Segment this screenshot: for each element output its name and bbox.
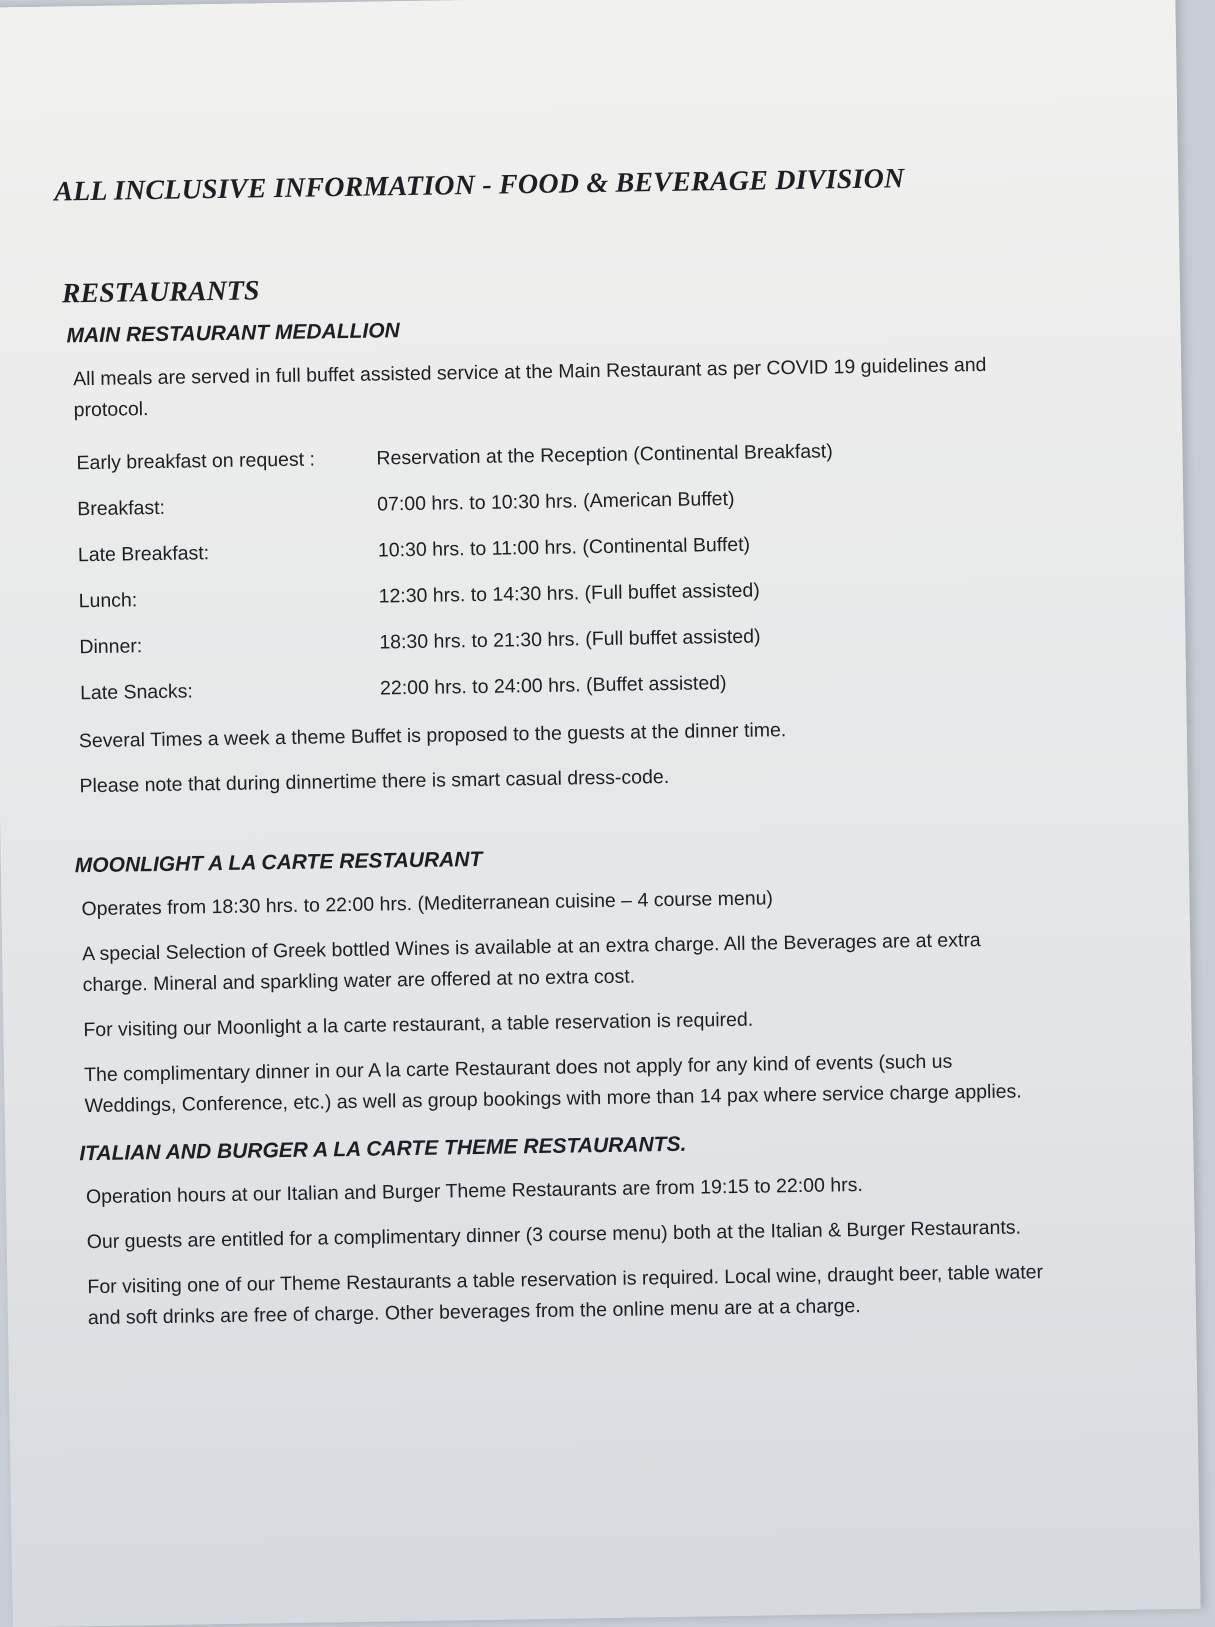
heading-main-restaurant: MAIN RESTAURANT MEDALLION — [66, 319, 400, 348]
meal-schedule — [76, 425, 1062, 716]
schedule-label: Early breakfast on request : — [76, 447, 316, 474]
heading-theme-restaurants: ITALIAN AND BURGER A LA CARTE THEME RESTAURANTS. — [79, 1132, 687, 1166]
main-restaurant-intro: All meals are served in full buffet assisted service at the Main Restaurant as per COVID 19 guidelines and protocol. — [73, 353, 987, 422]
schedule-value: 10:30 hrs. to 11:00 hrs. (Continental Buffet) — [377, 533, 751, 561]
heading-moonlight-restaurant: MOONLIGHT A LA CARTE RESTAURANT — [74, 847, 483, 878]
schedule-value: 18:30 hrs. to 21:30 hrs. (Full buffet assisted) — [379, 624, 761, 653]
section-title-restaurants: RESTAURANTS — [61, 275, 260, 310]
document-body — [54, 161, 1072, 1349]
theme-dinner: Our guests are entitled for a complimentary dinner (3 course menu) both at the Italian & Burger Restaurants. — [86, 1216, 1022, 1254]
moonlight-hours: Operates from 18:30 hrs. to 22:00 hrs. (Mediterranean cuisine – 4 course menu) — [81, 887, 774, 921]
schedule-value: 12:30 hrs. to 14:30 hrs. (Full buffet assisted) — [378, 579, 760, 607]
schedule-label: Late Breakfast: — [77, 541, 210, 566]
theme-buffet-note: Several Times a week a theme Buffet is proposed to the guests at the dinner time. — [78, 719, 787, 753]
schedule-value: Reservation at the Reception (Continental Breakfast) — [376, 439, 833, 470]
schedule-value: 07:00 hrs. to 10:30 hrs. (American Buffet) — [377, 487, 735, 516]
schedule-value: 22:00 hrs. to 24:00 hrs. (Buffet assisted) — [379, 671, 727, 699]
theme-hours: Operation hours at our Italian and Burger Theme Restaurants are from 19:15 to 22:00 hrs. — [85, 1173, 863, 1209]
moonlight-events: The complimentary dinner in our A la carte Restaurant does not apply for any kind of events (such us Weddings, Conference, etc.) as well as group bookings with more than 14 pax where service charge applies. — [83, 1050, 1022, 1118]
schedule-label: Lunch: — [78, 588, 138, 612]
schedule-label: Breakfast: — [77, 496, 166, 520]
document-title: ALL INCLUSIVE INFORMATION - FOOD & BEVERAGE DIVISION — [53, 163, 905, 208]
schedule-label: Late Snacks: — [79, 679, 194, 704]
dress-code-note: Please note that during dinnertime there is smart casual dress-code. — [79, 765, 670, 798]
moonlight-reservation: For visiting our Moonlight a la carte restaurant, a table reservation is required. — [83, 1008, 754, 1042]
theme-reservation: For visiting one of our Theme Restaurants a table reservation is required. Local wine, draught beer, table water and soft drinks are free of charge. Other beverages from the online menu are at a charge. — [87, 1261, 1044, 1330]
schedule-label: Dinner: — [79, 634, 143, 658]
moonlight-wines: A special Selection of Greek bottled Wines is available at an extra charge. All the Beverages are at extra charge. Mineral and sparkling water are offered at no extra cost. — [82, 929, 981, 997]
